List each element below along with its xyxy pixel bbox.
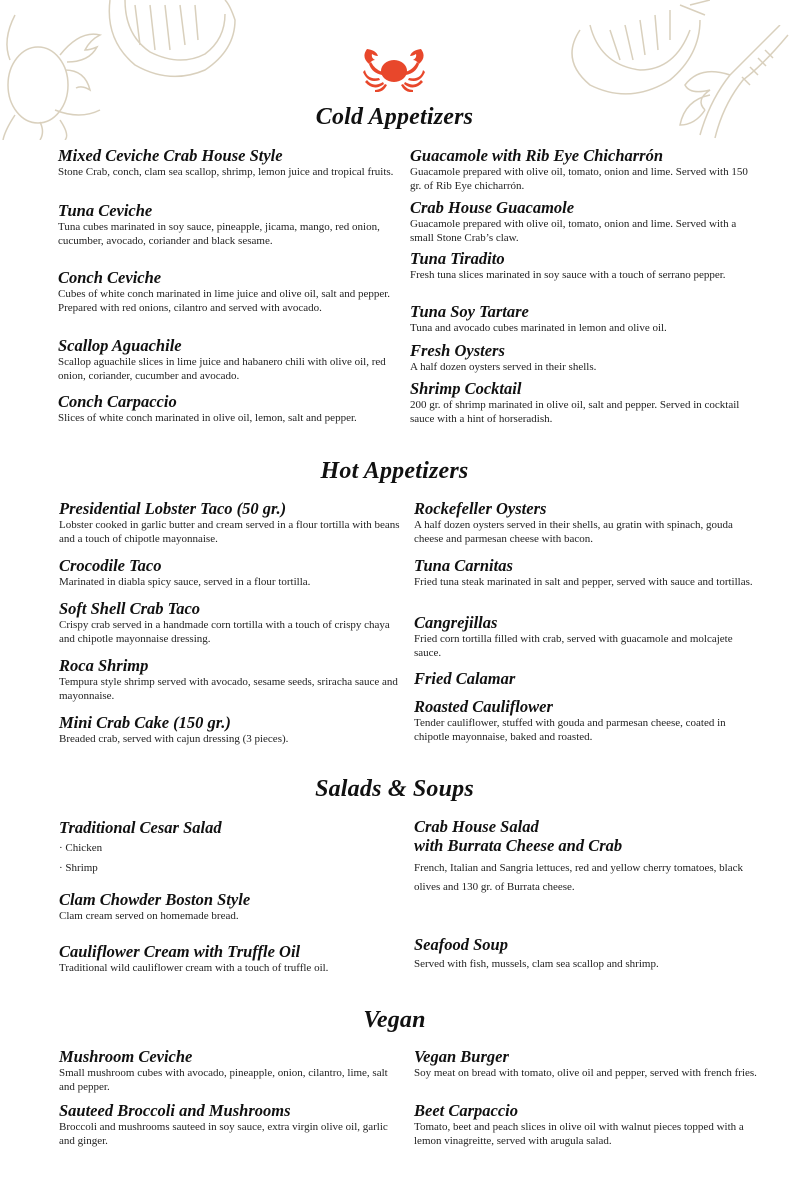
menu-item — [59, 942, 404, 975]
section-heading-vegan: Vegan — [363, 1007, 426, 1033]
menu-item — [59, 1101, 404, 1148]
menu-item-name: Roasted Cauliflower — [414, 697, 553, 716]
menu-item-description: Guacamole prepared with olive oil, tomato, onion and lime. Served with 150 gr. of Rib Eye chicharrón. — [410, 166, 748, 192]
menu-item — [414, 613, 759, 660]
menu-item-name: Conch Carpaccio — [58, 392, 177, 411]
menu-item — [414, 669, 759, 688]
menu-item — [59, 499, 404, 546]
menu-item-name: Tuna Soy Tartare — [410, 302, 529, 321]
menu-item-name: Fresh Oysters — [410, 341, 505, 360]
menu-item-name: Mixed Ceviche Crab House Style — [58, 146, 283, 165]
menu-item-name: Tuna Ceviche — [58, 201, 153, 220]
menu-item-description: Soy meat on bread with tomato, olive oil and pepper, served with french fries. — [414, 1067, 757, 1079]
section-heading-hot-appetizers: Hot Appetizers — [320, 458, 469, 484]
menu-item-name: Rockefeller Oysters — [414, 499, 547, 518]
menu-item-description: Cubes of white conch marinated in lime juice and olive oil, salt and pepper. Prepared with red onions, cilantro and served with avocado. — [58, 288, 391, 314]
menu-item — [59, 599, 404, 646]
menu-item-name: Tuna Tiradito — [410, 249, 505, 268]
menu-item-description: Lobster cooked in garlic butter and cream served in a flour tortilla with beans and a touch of chipotle mayonnaise. — [59, 519, 400, 545]
menu-item — [59, 713, 404, 746]
menu-item — [410, 198, 755, 245]
menu-item-name: Mushroom Ceviche — [59, 1047, 193, 1066]
menu-item — [414, 1047, 759, 1080]
menu-item-description: Tempura style shrimp served with avocado, sesame seeds, sriracha sauce and mayonnaise. — [59, 676, 398, 702]
menu-item — [414, 697, 759, 744]
menu-item-name: Shrimp Cocktail — [410, 379, 522, 398]
menu-item-description: A half dozen oysters served in their shells, au gratin with spinach, gouda cheese and parmesan cheese with bacon. — [414, 519, 733, 545]
menu-item-name: Crocodile Taco — [59, 556, 162, 575]
menu-item — [414, 935, 759, 974]
menu-item-description: A half dozen oysters served in their shells. — [410, 361, 597, 373]
menu-item-option: · Chicken — [59, 842, 103, 854]
menu-item-description: Clam cream served on homemade bread. — [59, 910, 239, 922]
menu-item — [59, 818, 404, 878]
menu-item-name: Fried Calamar — [414, 669, 516, 688]
menu-item — [58, 392, 403, 425]
menu-item-description: Tender cauliflower, stuffed with gouda and parmesan cheese, coated in chipotle mayonnaise, baked and roasted. — [414, 717, 726, 743]
menu-item-name-subtitle: with Burrata Cheese and Crab — [414, 836, 623, 855]
menu-item-description: 200 gr. of shrimp marinated in olive oil, salt and pepper. Served in cocktail sauce with a hint of horseradish. — [410, 399, 740, 425]
menu-item — [59, 656, 404, 703]
menu-item — [59, 556, 404, 589]
menu-item-name: Cauliflower Cream with Truffle Oil — [59, 942, 301, 961]
menu-item-name: Mini Crab Cake (150 gr.) — [59, 713, 231, 732]
menu-item — [58, 146, 403, 179]
menu-item — [59, 1047, 404, 1094]
menu-item-name: Sauteed Broccoli and Mushrooms — [59, 1101, 291, 1120]
menu-item — [410, 341, 755, 374]
menu-item — [410, 146, 755, 193]
menu-item-description: Breaded crab, served with cajun dressing (3 pieces). — [59, 733, 289, 745]
menu-item — [414, 499, 759, 546]
menu-item-name: Crab House Salad — [414, 817, 539, 836]
menu-item-description: Marinated in diabla spicy sauce, served in a flour tortilla. — [59, 576, 311, 588]
menu-item-name: Guacamole with Rib Eye Chicharrón — [410, 146, 664, 165]
menu-item-description: Tomato, beet and peach slices in olive oil with walnut pieces topped with a lemon vinagreitte, served with arugula salad. — [414, 1121, 744, 1147]
menu-item-description: Tuna cubes marinated in soy sauce, pineapple, jicama, mango, red onion, cucumber, avocado, coriander and black sesame. — [58, 221, 380, 247]
section-heading-cold-appetizers: Cold Appetizers — [315, 104, 474, 130]
menu-item-description: Slices of white conch marinated in olive oil, lemon, salt and pepper. — [58, 412, 357, 424]
menu-item-name: Vegan Burger — [414, 1047, 509, 1066]
menu-item — [414, 1101, 759, 1148]
menu-item-description: Guacamole prepared with olive oil, tomato, onion and lime. Served with a small Stone Crab’s claw. — [410, 218, 737, 244]
menu-item — [59, 890, 404, 923]
menu-item-name: Roca Shrimp — [59, 656, 149, 675]
menu-item-description: French, Italian and Sangria lettuces, red and yellow cherry tomatoes, black olives and 130 gr. of Burrata cheese. — [414, 862, 743, 893]
menu-item-description: Fried tuna steak marinated in salt and pepper, served with sauce and tortillas. — [414, 576, 753, 588]
menu-item-description: Scallop aguachile slices in lime juice and habanero chili with olive oil, red onion, coriander, cucumber and avocado. — [58, 356, 386, 382]
menu-item — [410, 379, 755, 426]
crab-logo-icon — [363, 46, 425, 92]
menu-item-option: · Shrimp — [59, 862, 98, 874]
menu-item-description: Traditional wild cauliflower cream with a touch of truffle oil. — [59, 962, 329, 974]
menu-item-name: Crab House Guacamole — [410, 198, 575, 217]
menu-item-name: Traditional Cesar Salad — [59, 818, 222, 837]
menu-item-name: Scallop Aguachile — [58, 336, 182, 355]
menu-item-description: Small mushroom cubes with avocado, pineapple, onion, cilantro, lime, salt and pepper. — [59, 1067, 388, 1093]
menu-item-description: Fried corn tortilla filled with crab, served with guacamole and molcajete sauce. — [414, 633, 733, 659]
menu-item-name: Seafood Soup — [414, 935, 508, 954]
menu-item — [414, 817, 759, 897]
menu-item-description: Crispy crab served in a handmade corn tortilla with a touch of crispy chaya and chipotle mayonnaise dressing. — [59, 619, 390, 645]
menu-item — [58, 336, 403, 383]
menu-item-description: Stone Crab, conch, clam sea scallop, shrimp, lemon juice and tropical fruits. — [58, 166, 394, 178]
oyster-sketch-icon — [95, 0, 245, 80]
menu-item-description: Fresh tuna slices marinated in soy sauce with a touch of serrano pepper. — [410, 269, 726, 281]
menu-item-description: Served with fish, mussels, clam sea scallop and shrimp. — [414, 958, 659, 970]
menu-item — [414, 556, 759, 589]
menu-item-name: Soft Shell Crab Taco — [59, 599, 201, 618]
menu-item-name: Clam Chowder Boston Style — [59, 890, 251, 909]
menu-item — [410, 249, 755, 282]
menu-item-description: Broccoli and mushrooms sauteed in soy sauce, extra virgin olive oil, garlic and ginger. — [59, 1121, 388, 1147]
menu-item — [410, 302, 755, 335]
menu-item-name: Tuna Carnitas — [414, 556, 513, 575]
section-heading-salads-soups: Salads & Soups — [315, 776, 474, 802]
menu-item — [58, 201, 403, 248]
menu-item — [58, 268, 403, 315]
menu-item-name: Conch Ceviche — [58, 268, 162, 287]
menu-item-name: Cangrejillas — [414, 613, 498, 632]
menu-item-name: Beet Carpaccio — [414, 1101, 519, 1120]
menu-item-description: Tuna and avocado cubes marinated in lemon and olive oil. — [410, 322, 667, 334]
menu-item-name: Presidential Lobster Taco (50 gr.) — [59, 499, 287, 518]
